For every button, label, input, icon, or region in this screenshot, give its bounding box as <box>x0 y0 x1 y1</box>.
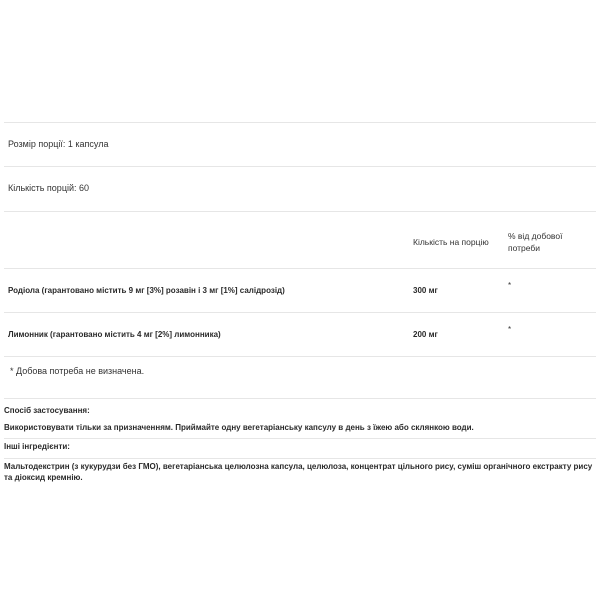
ingredient-daily-value: * <box>508 281 512 290</box>
table-bottom-divider <box>4 398 596 399</box>
footnote-row <box>4 356 596 398</box>
other-ingredients-text: Мальтодекстрин (з кукурудзи без ГМО), вегетаріанська целюлозна капсула, целюлоза, концентрат цільного рису, суміш органічного екстракту рису та діоксид кремнію. <box>4 462 593 482</box>
serving-size-row <box>4 122 596 166</box>
supplement-facts-table <box>4 122 596 399</box>
usage-text: Використовувати тільки за призначенням. Приймайте одну вегетаріанську капсулу в день з їжею або склянкою води. <box>4 423 474 432</box>
ingredient-name: Родіола (гарантовано містить 9 мг [3%] розавін і 3 мг [1%] салідрозід) <box>8 286 285 295</box>
usage-label: Спосіб застосування: <box>4 406 90 415</box>
ingredient-name: Лимонник (гарантовано містить 4 мг [2%] лимонника) <box>8 330 221 339</box>
daily-value-column-header: % від добової потреби <box>508 231 563 253</box>
daily-value-footnote: * Добова потреба не визначена. <box>10 366 145 376</box>
servings-per-container-text: Кількість порцій: 60 <box>8 183 90 193</box>
ingredient-daily-value: * <box>508 325 512 334</box>
table-header-row <box>4 211 596 268</box>
other-ingredients-label: Інші інгредієнти: <box>4 442 70 451</box>
servings-per-container-row <box>4 166 596 211</box>
section-divider <box>4 438 596 439</box>
ingredient-amount: 300 мг <box>413 286 438 295</box>
ingredient-amount: 200 мг <box>413 330 438 339</box>
product-directions-section <box>4 405 596 488</box>
serving-size-text: Розмір порції: 1 капсула <box>8 139 109 149</box>
section-divider <box>4 458 596 459</box>
table-row <box>4 312 596 356</box>
table-row <box>4 268 596 312</box>
amount-column-header: Кількість на порцію <box>413 237 489 247</box>
